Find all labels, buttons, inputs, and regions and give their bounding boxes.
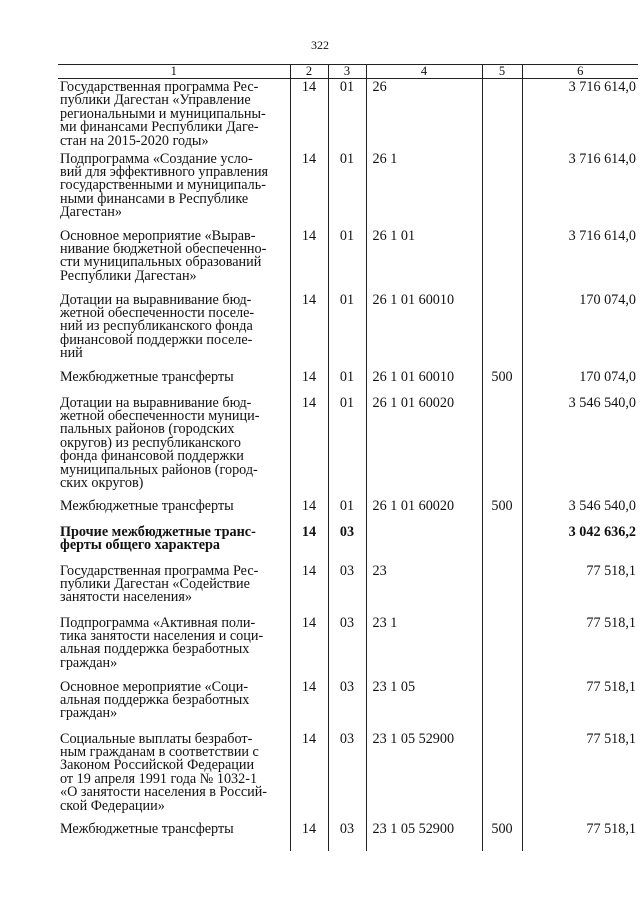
row-c5-cell	[482, 79, 522, 151]
row-name-cell	[58, 498, 290, 524]
row-name-line: Межбюджетные трансферты	[60, 497, 234, 514]
row-c6-cell: 170 074,0	[522, 292, 638, 369]
row-name-line: Законом Российской Федерации	[60, 757, 255, 774]
row-name-cell	[58, 615, 290, 679]
row-c2-cell: 14	[290, 731, 328, 821]
row-name-line: Дагестан»	[60, 204, 122, 221]
row-c3-cell: 01	[328, 395, 366, 498]
row-name-line: ными финансами в Республике	[60, 190, 249, 207]
row-name-line: Подпрограмма «Активная поли-	[60, 614, 256, 631]
row-name-line: сти муниципальных образований	[60, 254, 262, 271]
row-c2-cell: 14	[290, 498, 328, 524]
row-name-cell	[58, 524, 290, 563]
row-c5-cell	[482, 292, 522, 369]
row-c3-cell: 01	[328, 228, 366, 292]
row-name-cell	[58, 679, 290, 731]
row-c6-cell: 77 518,1	[522, 563, 638, 615]
table-row	[58, 563, 638, 615]
row-c4-cell: 26 1 01 60020	[366, 498, 482, 524]
row-c5-cell	[482, 524, 522, 563]
row-name-cell	[58, 228, 290, 292]
table-row	[58, 731, 638, 821]
table-row	[58, 79, 638, 151]
row-name-cell	[58, 563, 290, 615]
row-c3-cell: 03	[328, 821, 366, 851]
row-c5-cell	[482, 679, 522, 731]
table-row	[58, 498, 638, 524]
row-c5-cell	[482, 151, 522, 228]
row-c5-cell: 500	[482, 498, 522, 524]
row-name-line: альная поддержка безработных	[60, 691, 250, 708]
header-row	[58, 65, 638, 79]
row-name-cell	[58, 369, 290, 395]
row-name-line: Дотации на выравнивание бюд-	[60, 394, 252, 411]
row-name-line: граждан»	[60, 705, 118, 722]
row-c2-cell: 14	[290, 369, 328, 395]
row-name-cell	[58, 292, 290, 369]
row-c6-cell: 3 716 614,0	[522, 79, 638, 151]
row-c2-cell: 14	[290, 615, 328, 679]
row-c6-cell: 3 546 540,0	[522, 498, 638, 524]
row-c4-cell	[366, 524, 482, 563]
row-name-line: ской Федерации»	[60, 797, 165, 814]
row-name-line: Подпрограмма «Создание усло-	[60, 150, 253, 167]
row-name-line: занятости населения»	[60, 589, 192, 606]
row-name-line: жетной обеспеченности муници-	[60, 407, 260, 424]
row-c3-cell: 03	[328, 731, 366, 821]
row-name-line: Дотации на выравнивание бюд-	[60, 291, 252, 308]
table-row	[58, 292, 638, 369]
column-header: 3	[328, 65, 366, 79]
row-name-line: Межбюджетные трансферты	[60, 368, 234, 385]
row-c3-cell: 01	[328, 292, 366, 369]
row-name-line: тика занятости населения и соци-	[60, 627, 264, 644]
row-c5-cell	[482, 563, 522, 615]
row-name-line: государственными и муниципаль-	[60, 177, 266, 194]
row-c2-cell: 14	[290, 679, 328, 731]
row-c3-cell: 03	[328, 563, 366, 615]
row-name-line: стан на 2015-2020 годы»	[60, 132, 209, 149]
row-c6-cell: 3 042 636,2	[522, 524, 638, 563]
row-name-line: публики Дагестан «Содействие	[60, 575, 250, 592]
row-c4-cell: 26 1 01	[366, 228, 482, 292]
row-c6-cell: 77 518,1	[522, 821, 638, 851]
row-name-line: жетной обеспеченности поселе-	[60, 304, 255, 321]
row-c4-cell: 23 1 05 52900	[366, 821, 482, 851]
row-c6-cell: 77 518,1	[522, 615, 638, 679]
row-c4-cell: 26 1	[366, 151, 482, 228]
row-name-line: ний	[60, 345, 83, 362]
row-c2-cell: 14	[290, 79, 328, 151]
row-c2-cell: 14	[290, 228, 328, 292]
row-name-cell	[58, 821, 290, 851]
table-row	[58, 821, 638, 851]
row-name-line: Республики Дагестан»	[60, 267, 197, 284]
row-c5-cell	[482, 731, 522, 821]
row-name-cell	[58, 151, 290, 228]
table-row	[58, 151, 638, 228]
row-c2-cell: 14	[290, 563, 328, 615]
table-row	[58, 524, 638, 563]
row-c2-cell: 14	[290, 395, 328, 498]
row-name-line: округов) из республиканского	[60, 434, 242, 451]
row-name-line: ми финансами Республики Даге-	[60, 119, 259, 136]
row-name-line: ным гражданам в соответствии с	[60, 743, 259, 760]
row-name-line: Межбюджетные трансферты	[60, 820, 234, 837]
row-c4-cell: 23 1 05	[366, 679, 482, 731]
row-c4-cell: 26	[366, 79, 482, 151]
row-name-line: альная поддержка безработных	[60, 641, 250, 658]
row-name-cell	[58, 79, 290, 151]
row-c2-cell: 14	[290, 821, 328, 851]
row-name-line: граждан»	[60, 654, 118, 671]
row-c6-cell: 3 716 614,0	[522, 228, 638, 292]
row-c4-cell: 23 1	[366, 615, 482, 679]
row-name-line: публики Дагестан «Управление	[60, 92, 251, 109]
row-name-line: Государственная программа Рес-	[60, 79, 259, 95]
table-row	[58, 369, 638, 395]
row-name-cell	[58, 395, 290, 498]
row-c3-cell: 01	[328, 151, 366, 228]
row-c3-cell: 03	[328, 679, 366, 731]
row-c2-cell: 14	[290, 524, 328, 563]
row-c6-cell: 77 518,1	[522, 679, 638, 731]
row-c4-cell: 23	[366, 563, 482, 615]
row-c3-cell: 01	[328, 79, 366, 151]
table-row	[58, 615, 638, 679]
row-c5-cell: 500	[482, 821, 522, 851]
row-c4-cell: 26 1 01 60010	[366, 369, 482, 395]
row-c6-cell: 170 074,0	[522, 369, 638, 395]
column-header: 6	[522, 65, 638, 79]
row-c6-cell: 77 518,1	[522, 731, 638, 821]
row-c4-cell: 26 1 01 60020	[366, 395, 482, 498]
row-name-line: от 19 апреля 1991 года № 1032-1	[60, 770, 258, 787]
row-c2-cell: 14	[290, 151, 328, 228]
row-name-line: вий для эффективного управления	[60, 163, 269, 180]
row-name-line: Социальные выплаты безработ-	[60, 730, 253, 747]
row-name-line: пальных районов (городских	[60, 421, 235, 438]
row-name-line: Государственная программа Рес-	[60, 562, 259, 579]
row-name-line: Основное мероприятие «Вырав-	[60, 227, 256, 244]
row-name-line: «О занятости населения в Россий-	[60, 784, 268, 801]
table-body	[58, 79, 638, 851]
row-c3-cell: 03	[328, 615, 366, 679]
row-name-line: муниципальных районов (город-	[60, 461, 258, 478]
row-name-cell	[58, 731, 290, 821]
column-header: 2	[290, 65, 328, 79]
page-number: 322	[311, 38, 329, 52]
row-c5-cell: 500	[482, 369, 522, 395]
row-c4-cell: 26 1 01 60010	[366, 292, 482, 369]
row-name-line: нивание бюджетной обеспеченно-	[60, 240, 267, 257]
row-name-line: Основное мероприятие «Соци-	[60, 678, 249, 695]
row-c3-cell: 01	[328, 369, 366, 395]
row-c5-cell	[482, 228, 522, 292]
row-c2-cell: 14	[290, 292, 328, 369]
table-row	[58, 679, 638, 731]
row-c4-cell: 23 1 05 52900	[366, 731, 482, 821]
row-name-line: региональными и муниципальны-	[60, 105, 266, 122]
row-name-line: фонда финансовой поддержки	[60, 448, 244, 465]
row-c5-cell	[482, 395, 522, 498]
column-header: 1	[58, 65, 290, 79]
row-c6-cell: 3 716 614,0	[522, 151, 638, 228]
row-c3-cell: 01	[328, 498, 366, 524]
row-name-line: финансовой поддержки поселе-	[60, 331, 253, 348]
row-c5-cell	[482, 615, 522, 679]
row-c3-cell: 03	[328, 524, 366, 563]
table-row	[58, 395, 638, 498]
column-header: 4	[366, 65, 482, 79]
budget-table	[58, 64, 638, 851]
table-row	[58, 228, 638, 292]
row-name-line: ских округов)	[60, 474, 144, 491]
column-header: 5	[482, 65, 522, 79]
row-name-line: ферты общего характера	[60, 536, 221, 553]
row-c6-cell: 3 546 540,0	[522, 395, 638, 498]
row-name-line: ний из республиканского фонда	[60, 318, 253, 335]
row-name-line: Прочие межбюджетные транс-	[60, 523, 256, 540]
